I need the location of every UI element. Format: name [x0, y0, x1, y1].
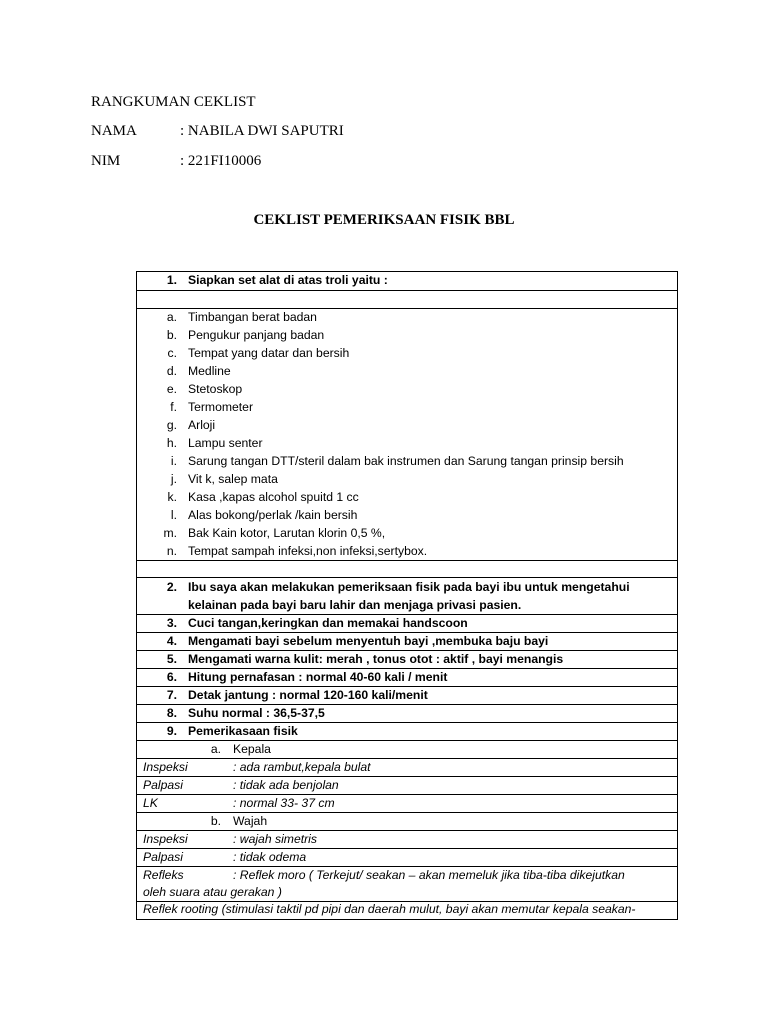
list-item-letter: d.	[166, 364, 177, 378]
list-item-letter: e.	[166, 382, 177, 396]
step-number: 9.	[166, 724, 177, 738]
list-item-text: Pengukur panjang badan	[188, 328, 325, 342]
list-item	[137, 381, 677, 399]
list-item-text: Tempat yang datar dan bersih	[188, 346, 350, 360]
step-text: Suhu normal : 36,5-37,5	[188, 706, 325, 720]
table-row-empty	[137, 291, 677, 309]
list-item-letter: c.	[167, 346, 177, 360]
step-number: 2.	[166, 580, 177, 594]
nama-label: NAMA	[91, 123, 137, 139]
list-item-text: Lampu senter	[188, 436, 263, 450]
nim-line	[91, 153, 261, 170]
table-row-step-6	[137, 669, 677, 687]
sub-title: Kepala	[233, 742, 271, 756]
list-item	[137, 471, 677, 489]
list-item	[137, 309, 677, 327]
field-label: Inspeksi	[143, 760, 188, 774]
table-row-kepala-palpasi	[137, 777, 677, 795]
table-row-step-9	[137, 723, 677, 741]
step-text: Hitung pernafasan : normal 40-60 kali / menit	[188, 670, 448, 684]
table-row-step-7	[137, 687, 677, 705]
table-row-step-4	[137, 633, 677, 651]
table-row-kepala-lk	[137, 795, 677, 813]
sub-title: Wajah	[233, 814, 268, 828]
list-item-letter: i.	[170, 454, 177, 468]
field-label: Palpasi	[143, 850, 183, 864]
list-item	[137, 435, 677, 453]
list-item	[137, 417, 677, 435]
list-item-text: Tempat sampah infeksi,non infeksi,sertybox.	[188, 544, 428, 558]
table-row-kepala-inspeksi	[137, 759, 677, 777]
table-row-step-2	[137, 578, 677, 615]
list-item	[137, 327, 677, 345]
sub-letter: a.	[210, 742, 221, 756]
table-row-step-3	[137, 615, 677, 633]
step-text: Detak jantung : normal 120-160 kali/menit	[188, 688, 428, 702]
nim-value: : 221FI10006	[180, 153, 262, 169]
list-item-text: Sarung tangan DTT/steril dalam bak instrumen dan Sarung tangan prinsip bersih	[188, 454, 624, 468]
nama-line	[91, 123, 344, 140]
list-item-text: Arloji	[188, 418, 216, 432]
list-item-text: Kasa ,kapas alcohol spuitd 1 cc	[188, 490, 359, 504]
field-value: : normal 33- 37 cm	[233, 796, 335, 810]
list-item	[137, 507, 677, 525]
nama-value: : NABILA DWI SAPUTRI	[180, 123, 344, 139]
list-item-letter: m.	[163, 526, 177, 540]
rooting-text: Reflek rooting (stimulasi taktil pd pipi dan daerah mulut, bayi akan memutar kepala seakan-	[143, 902, 636, 916]
step-text: Mengamati bayi sebelum menyentuh bayi ,membuka baju bayi	[188, 634, 549, 648]
list-item	[137, 543, 677, 561]
list-item-text: Stetoskop	[188, 382, 243, 396]
page-title: CEKLIST PEMERIKSAAN FISIK BBL	[253, 212, 515, 228]
list-item-letter: j.	[170, 472, 177, 486]
field-value-continued: oleh suara atau gerakan )	[143, 885, 282, 899]
nim-label: NIM	[91, 153, 121, 169]
list-item-letter: f.	[170, 400, 177, 414]
table-row-wajah-palpasi	[137, 849, 677, 867]
field-value: : wajah simetris	[233, 832, 317, 846]
list-item	[137, 399, 677, 417]
step-number: 3.	[166, 616, 177, 630]
list-item-letter: l.	[170, 508, 177, 522]
step-number: 7.	[166, 688, 177, 702]
step-number: 1.	[166, 273, 177, 287]
sub-letter: b.	[210, 814, 221, 828]
step-text: Mengamati warna kulit: merah , tonus otot : aktif , bayi menangis	[188, 652, 564, 666]
step-text-line-2: kelainan pada bayi baru lahir dan menjaga privasi pasien.	[188, 598, 522, 612]
step-number: 6.	[166, 670, 177, 684]
step-number: 5.	[166, 652, 177, 666]
field-label: Inspeksi	[143, 832, 188, 846]
table-row-rooting	[137, 902, 677, 919]
field-label: LK	[143, 796, 158, 810]
step-text: Pemerikasaan fisik	[188, 724, 298, 738]
table-row-step-8	[137, 705, 677, 723]
table-row-refleks	[137, 867, 677, 902]
list-item	[137, 363, 677, 381]
checklist-table	[136, 271, 678, 920]
field-label: Palpasi	[143, 778, 183, 792]
list-item	[137, 453, 677, 471]
tools-list	[137, 309, 677, 561]
list-item-letter: g.	[166, 418, 177, 432]
list-item-letter: a.	[166, 310, 177, 324]
list-item	[137, 525, 677, 543]
field-value: : tidak ada benjolan	[233, 778, 339, 792]
list-item-letter: b.	[166, 328, 177, 342]
list-item-letter: h.	[166, 436, 177, 450]
table-row-wajah	[137, 813, 677, 831]
table-row-empty	[137, 561, 677, 578]
field-value: : Reflek moro ( Terkejut/ seakan – akan memeluk jika tiba-tiba dikejutkan	[233, 868, 625, 882]
list-item-letter: k.	[167, 490, 177, 504]
doc-header-title: RANGKUMAN CEKLIST	[91, 94, 256, 110]
field-label: Refleks	[143, 868, 184, 882]
step-text-line-1: Ibu saya akan melakukan pemeriksaan fisik pada bayi ibu untuk mengetahui	[188, 580, 630, 594]
step-number: 4.	[166, 634, 177, 648]
table-row-wajah-inspeksi	[137, 831, 677, 849]
table-row-step-5	[137, 651, 677, 669]
field-value: : tidak odema	[233, 850, 307, 864]
step-text: Cuci tangan,keringkan dan memakai handscoon	[188, 616, 468, 630]
list-item-text: Vit k, salep mata	[188, 472, 278, 486]
list-item-letter: n.	[166, 544, 177, 558]
list-item-text: Alas bokong/perlak /kain bersih	[188, 508, 358, 522]
table-row-step-1	[137, 272, 677, 291]
list-item	[137, 489, 677, 507]
table-row-kepala	[137, 741, 677, 759]
field-value: : ada rambut,kepala bulat	[233, 760, 371, 774]
list-item-text: Medline	[188, 364, 231, 378]
list-item-text: Timbangan berat badan	[188, 310, 317, 324]
list-item-text: Termometer	[188, 400, 254, 414]
step-number: 8.	[166, 706, 177, 720]
step-text: Siapkan set alat di atas troli yaitu :	[188, 273, 388, 287]
list-item-text: Bak Kain kotor, Larutan klorin 0,5 %,	[188, 526, 386, 540]
list-item	[137, 345, 677, 363]
